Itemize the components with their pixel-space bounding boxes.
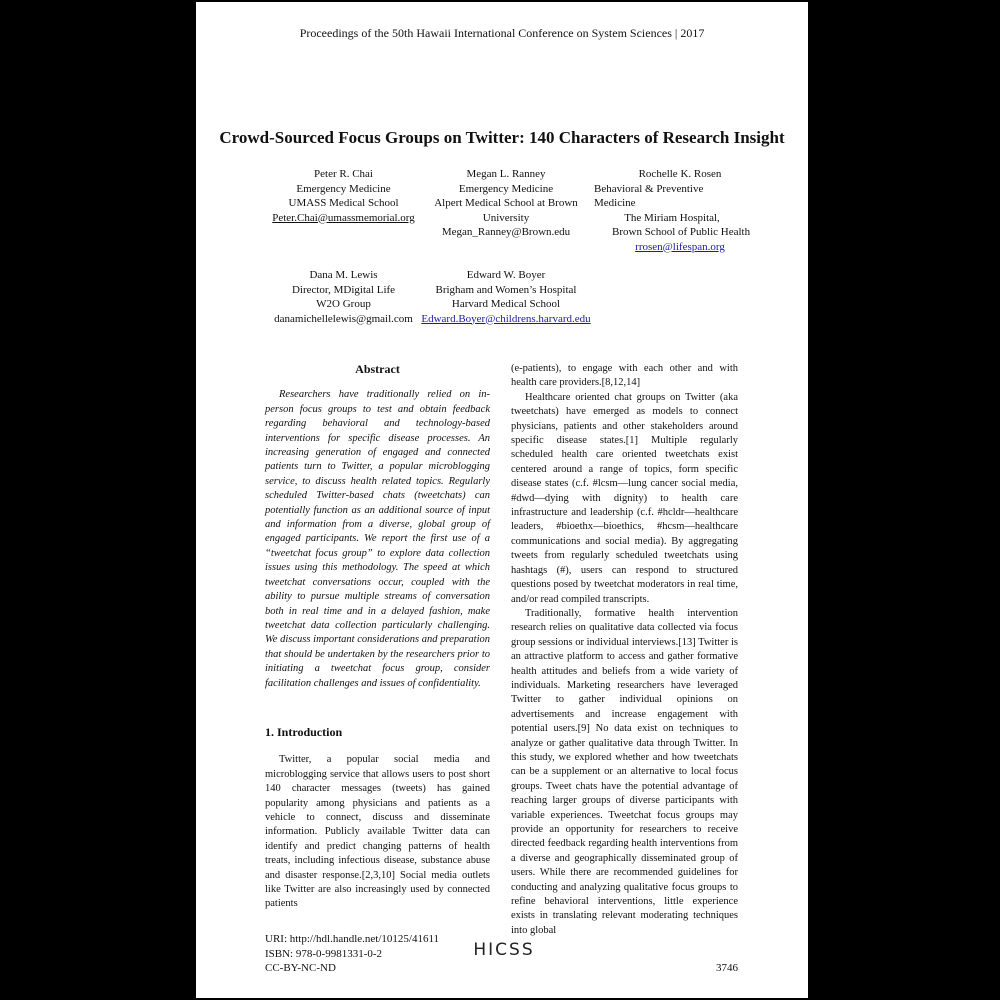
- body-paragraph: Traditionally, formative health intervention research relies on qualitative data collected via focus group sessions or individual interviews.[13] Twitter is an attractive platform to access and gather formative health attitudes and beliefs from a wide variety of individuals. Marketing researchers have leveraged Twitter to gather individual opinions on advertisements and increase engagement with potential users.[9] No data exist on techniques to analyze or gather qualitative data through Twitter. In this study, we explored whether and how tweetchats can be a supplement or an alternative to local focus groups. Tweet chats have the potential advantage of reaching larger groups of diverse participants with variable experiences. Tweetchat focus groups may provide an opportunity for researchers to receive directed feedback regarding health interventions from a diverse and geographically disseminated group of users. While there are recommended guidelines for conducting and analyzing qualitative focus groups to refine behavioral interventions, little experience exists in translating relevant moderating techniques into global: [511, 607, 738, 936]
- author-block-ranney: [416, 167, 596, 240]
- page-number: 3746: [716, 962, 738, 974]
- author-block-boyer: [416, 268, 596, 326]
- author-block-lewis: [256, 268, 431, 326]
- author-affiliation: Behavioral & Preventive: [594, 182, 704, 195]
- paper-title: Crowd-Sourced Focus Groups on Twitter: 140 Characters of Research Insight: [219, 128, 785, 147]
- author-affiliation: Emergency Medicine: [458, 182, 554, 195]
- author-affiliation: UMASS Medical School: [288, 197, 399, 209]
- running-head: Proceedings of the 50th Hawaii International Conference on System Sciences | 2017: [299, 26, 705, 40]
- author-name: Edward W. Boyer: [466, 269, 546, 281]
- author-email[interactable]: Peter.Chai@umassmemorial.org: [272, 211, 415, 224]
- author-affiliation: Harvard Medical School: [451, 298, 561, 310]
- body-paragraph: (e-patients), to engage with each other and with health care providers.[8,12,14]: [511, 363, 738, 389]
- author-email-link[interactable]: rrosen@lifespan.org: [635, 240, 725, 253]
- footer-info: [265, 932, 439, 976]
- author-affiliation: Emergency Medicine: [296, 182, 391, 195]
- footer-uri: URI: http://hdl.handle.net/10125/41611: [265, 933, 440, 945]
- abstract-heading: Abstract: [355, 362, 400, 376]
- author-name: Peter R. Chai: [314, 168, 373, 180]
- author-affiliation: Medicine: [594, 197, 636, 209]
- author-affiliation: The Miriam Hospital,: [624, 211, 720, 224]
- body-paragraph: Healthcare oriented chat groups on Twitter (aka tweetchats) have emerged as models to connect physicians, patients and other stakeholders around specific disease states.[1] Multiple regularly scheduled health care oriented tweetchats exist centered around a range of topics, form specific disease states (c.f. #lcsm—lung cancer social media, #dwd—dying with dignity) to health care infrastructure and leadership (c.f. #hcldr—healthcare leaders, #bioethx—bioethics, #hcsm—healthcare communications and social media). By aggregating tweets from regularly scheduled tweetchats using hashtags (#), users can respond to structured questions posed by tweetchat moderators in real time, and/or read compiled transcripts.: [511, 391, 738, 605]
- author-affiliation: Director, MDigital Life: [291, 283, 396, 296]
- hicss-logo: HICSS: [473, 940, 535, 960]
- author-affiliation: W2O Group: [316, 298, 371, 310]
- author-email[interactable]: Megan_Ranney@Brown.edu: [441, 226, 571, 238]
- intro-paragraph: Twitter, a popular social media and microblogging service that allows users to post short 140 character messages (tweets) has gained popularity among physicians and patients as a vehicle to connect, discuss and disseminate information. Publicly available Twitter data can identify and predict changing patterns of health treats, including infectious disease, substance abuse and disaster response.[2,3,10] Social media outlets like Twitter are also increasingly used by connected patients: [265, 754, 490, 910]
- paper-page: [196, 2, 808, 998]
- abstract-body: Researchers have traditionally relied on in-person focus groups to test and obtain feedback regarding behavioral and technology-based interventions for specific disease processes. An increasing generation of engaged and connected patients turn to Twitter, a popular microblogging service, to discuss health related topics. Regularly scheduled Twitter-based chats (tweetchats) can potentially function as an additional source of input and information from a diverse, global group of engaged participants. We report the first use of a “tweetchat focus group” to explore data collection issues using this methodology. The speed at which tweetchat conversations occur, coupled with the ability to pursue multiple streams of conversation both in real time and in a delayed fashion, make tweetchat data collection particularly challenging. We discuss important considerations and preparation that should be undertaken by the researchers prior to initiating a tweetchat focus group, consider facilitation challenges and issues of confidentiality.: [265, 389, 490, 689]
- footer-license: CC-BY-NC-ND: [265, 962, 336, 974]
- footer-isbn: ISBN: 978-0-9981331-0-2: [265, 947, 383, 960]
- author-affiliation: University: [482, 211, 530, 224]
- author-block-rosen: [594, 167, 751, 254]
- author-affiliation: Alpert Medical School at Brown: [434, 197, 578, 209]
- author-name: Rochelle K. Rosen: [638, 168, 722, 180]
- left-column: [265, 362, 490, 912]
- author-affiliation: Brigham and Women’s Hospital: [435, 283, 577, 296]
- author-name: Dana M. Lewis: [309, 269, 378, 281]
- author-name: Megan L. Ranney: [466, 168, 546, 180]
- author-affiliation: Brown School of Public Health: [612, 226, 751, 238]
- author-email-link[interactable]: Edward.Boyer@childrens.harvard.edu: [421, 312, 591, 325]
- author-block-chai: [256, 167, 431, 225]
- right-column: [511, 362, 738, 938]
- section-heading-introduction: 1. Introduction: [265, 724, 343, 739]
- author-email[interactable]: danamichellelewis@gmail.com: [274, 312, 413, 325]
